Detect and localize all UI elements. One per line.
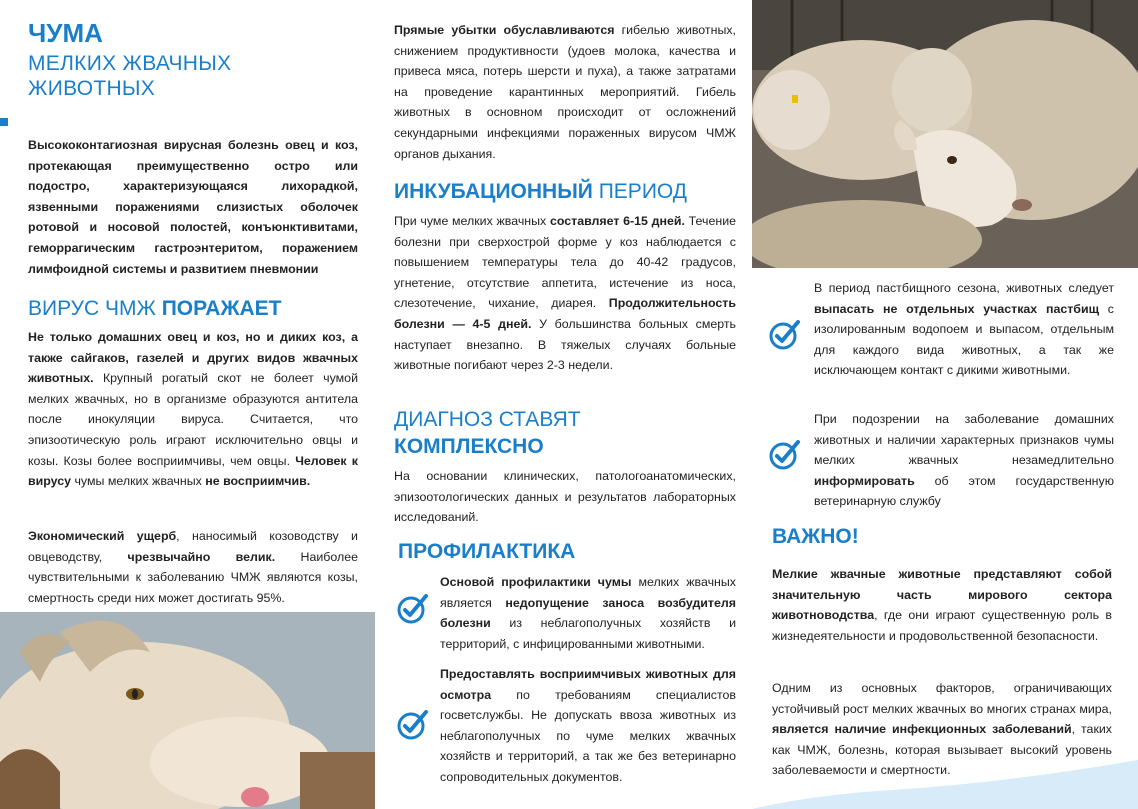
check2-bold1: информировать — [814, 473, 915, 488]
virus-heading — [28, 297, 281, 321]
prophylaxis-text-1 — [440, 572, 736, 654]
imp-normal1: , где они играют существенную роль в жизнедеятельности и продовольственной безопасности. — [772, 608, 1112, 643]
losses-text — [394, 20, 736, 164]
decorative-wave — [752, 760, 1138, 809]
incub-bold2: Продолжительность болезни — 4-5 дней. — [394, 296, 736, 331]
virus-text-normal: Крупный рогатый скот не болеет чумой мелких жвачных, но в организме образуются антитела после инокуляции вируса. Считается, что эпизоотическую роль играют исключительно овцы и козы. Козы более восприимчивы, чем овцы. — [28, 371, 358, 468]
check-icon — [768, 318, 802, 352]
check2-normal2: об этом государственную ветеринарную службу — [814, 473, 1114, 509]
prof2-normal1: по требованиям специалистов госветслужбы. Не допускать ввоза животных из неблагополучных по чуме мелких жвачных хозяйств и территорий, а так же без ветеринарно сопроводительных документов. — [440, 687, 736, 784]
left-column — [0, 0, 375, 809]
check-icon — [396, 708, 430, 742]
incub-normal2: Течение болезни при сверхострой форме у коз наблюдается с повышением температуры тела до 40-42 градусов, угнетение, отсутствие аппетита, истечение из носа, слезотечение, чихание, диарея. — [394, 214, 737, 311]
accent-bar — [0, 118, 8, 126]
check2-normal1: При подозрении на заболевание домашних животных и наличии характерных признаков чумы мелких жвачных незамедлительно — [814, 412, 1114, 468]
incub-bold1: составляет 6-15 дней. — [549, 214, 685, 228]
econ-normal2: Наиболее чувствительными к заболеванию ЧМЖ являются козы, смертность среди них может достигать 95%. — [28, 549, 358, 605]
diagnosis-heading-bold: КОМПЛЕКСНО — [394, 435, 544, 458]
imp2-normal1: Одним из основных факторов, ограничивающих устойчивый рост мелких жвачных во многих странах мира, — [772, 681, 1112, 716]
imp2-bold1: является наличие инфекционных заболеваний — [772, 722, 1072, 737]
intro-text: Высококонтагиозная вирусная болезнь овец и коз, протекающая преимущественно остро или подостро, характеризующаяся лихорадкой, язвенными поражениями слизистых оболочек ротовой и носовой полостей, конъюнктивитами, геморрагическим гастроэнтеритом, поражением лимфоидной системы и развитием пневмонии — [28, 138, 358, 276]
econ-bold: Экономический ущерб — [28, 529, 177, 543]
incub-normal3: У большинства больных смерть наступает внезапно. В тяжелых случаях больные животные погибают через 2-3 недели. — [394, 316, 736, 373]
virus-text-bold: Не только домашних овец и коз, но и диких коз, а также сайгаков, газелей и других видов жвачных животных. — [28, 330, 358, 386]
prof1-bold1: Основой профилактики чумы — [440, 575, 632, 589]
econ-text — [28, 526, 358, 608]
virus-heading-bold: ПОРАЖАЕТ — [161, 297, 282, 320]
goat-photo — [0, 612, 375, 809]
sheep-photo — [752, 0, 1138, 268]
virus-text — [28, 327, 358, 492]
econ-bold2: чрезвычайно велик. — [127, 549, 276, 564]
prof2-bold1: Предоставлять восприимчивых животных для осмотра — [440, 667, 736, 702]
sheep-illustration — [752, 0, 1138, 268]
grazing-text — [814, 278, 1114, 381]
virus-text-bold2: Человек к вирусу — [28, 453, 358, 489]
losses-bold: Прямые убытки обуславливаются — [394, 23, 615, 37]
check-icon — [396, 592, 430, 626]
check1-bold1: выпасать не отдельных участках пастбищ — [814, 301, 1100, 316]
title-main: ЧУМА — [28, 18, 103, 48]
prophylaxis-text-2 — [440, 664, 736, 788]
diagnosis-text: На основании клинических, патологоанатомических, эпизоотологических данных и результатов лабораторных исследований. — [394, 469, 736, 525]
important-text-1 — [772, 564, 1112, 646]
virus-heading-thin: ВИРУС ЧМЖ — [28, 297, 162, 320]
imp-bold1: Мелкие жвачные животные представляют собой значительную часть мирового сектора животноводства — [772, 567, 1112, 623]
goat-illustration — [0, 612, 375, 809]
diagnosis-heading-thin: ДИАГНОЗ СТАВЯТ — [394, 408, 581, 431]
losses-normal: гибелью животных, снижением продуктивности (удоев молока, качества и привеса мяса, потерь шерсти и пуха), а также затратами на проведение карантинных мероприятий. Гибель животных в основном происходит от осложнений секундарными инфекциями пораженных вирусом ЧМЖ органов дыхания. — [394, 23, 736, 161]
prof1-normal1: мелких жвачных является — [440, 575, 737, 610]
suspicion-text — [814, 409, 1114, 512]
incubation-heading-thin: ПЕРИОД — [592, 180, 688, 203]
incubation-text — [394, 211, 736, 376]
check-icon — [768, 438, 802, 472]
incubation-heading-bold: ИНКУБАЦИОННЫЙ — [394, 180, 593, 203]
check1-normal2: с изолированным водопоем и выпасом, отдельным для каждого вида животных, а так же исключающем контакт с дикими животными. — [814, 301, 1115, 378]
prophylaxis-heading: ПРОФИЛАКТИКА — [398, 540, 576, 563]
title-line3: ЖИВОТНЫХ — [28, 77, 156, 100]
incubation-heading — [394, 180, 687, 204]
middle-column — [380, 0, 748, 809]
check1-normal1: В период пастбищного сезона, животных следует — [814, 281, 1114, 295]
right-column — [752, 0, 1138, 809]
important-heading: ВАЖНО! — [772, 525, 859, 548]
incub-normal1: При чуме мелких жвачных — [394, 214, 550, 228]
imp2-normal2: , таких как ЧМЖ, болезнь, которая вызывает высокий уровень заболеваемости и смертности. — [772, 722, 1112, 778]
virus-text-bold3: не восприимчив. — [205, 474, 311, 489]
prof1-normal2: из неблагополучных хозяйств и территорий, с инфицированными животными. — [440, 616, 736, 651]
prof1-bold2: недопущение заноса возбудителя болезни — [440, 595, 736, 631]
econ-normal: , наносимый козоводству и овцеводству, — [28, 529, 358, 564]
virus-text-normal2: чумы мелких жвачных — [71, 474, 206, 489]
title-line2: МЕЛКИХ ЖВАЧНЫХ — [28, 52, 232, 75]
